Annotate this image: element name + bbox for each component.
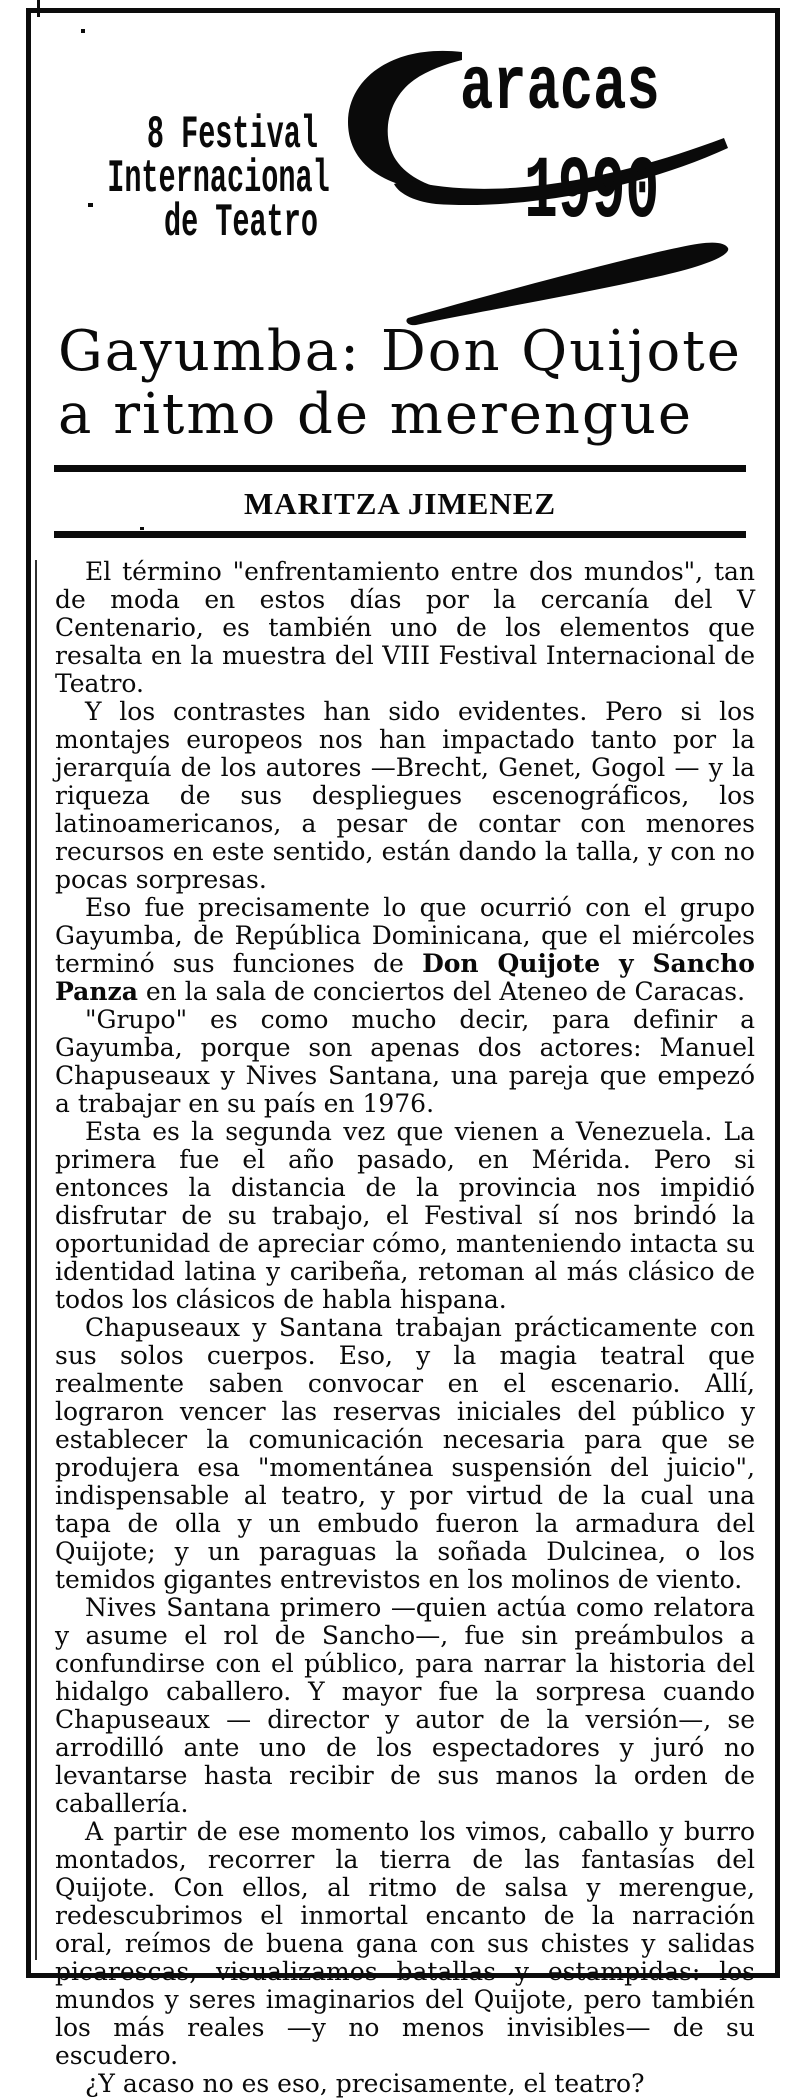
paragraph-text: A partir de ese momento los vimos, caballo y burro montados, recorrer la tierra de las fantasías del Quijote. Con ellos, al ritmo de salsa y merengue, redescubrimos el inmortal encanto de la narración oral, reímos de buena gana con sus chistes y salidas picarescas, visualizamos batallas y estampidas: los mundos y seres imaginarios del Quijote, pero también los más reales —y no menos invisibles— de su escudero. xyxy=(55,1817,755,2070)
brush-c-icon xyxy=(348,51,462,192)
article-paragraph xyxy=(55,1818,755,2070)
brush-underline-icon xyxy=(406,243,728,326)
festival-line-3: de Teatro xyxy=(163,197,318,249)
article-paragraph xyxy=(55,558,755,698)
byline-name: MARITZA JIMENEZ xyxy=(243,486,557,521)
scan-mark xyxy=(81,29,85,33)
paragraph-text: El término "enfrentamiento entre dos mundos", tan de moda en estos días por la cercanía del V Centenario, es también uno de los elementos que resalta en la muestra del VIII Festival Internacional de Teatro. xyxy=(55,557,755,698)
paragraph-text: ¿Y acaso no es eso, precisamente, el teatro? xyxy=(85,2069,645,2098)
paragraph-text: Esta es la segunda vez que vienen a Venezuela. La primera fue el año pasado, en Mérida. Pero si entonces la distancia de la provincia nos impidió disfrutar de su trabajo, el Festival sí nos brindó la oportunidad de apreciar cómo, manteniendo intacta su identidad latina y caribeña, retoman al más clásico de todos los clásicos de habla hispana. xyxy=(55,1117,755,1314)
paragraph-bold-text: Don Quijote y Sancho Panza xyxy=(55,949,755,1006)
scan-mark xyxy=(88,203,93,207)
article-paragraph xyxy=(55,1006,755,1118)
paragraph-text: en la sala de conciertos del Ateneo de Caracas. xyxy=(137,977,746,1006)
article-paragraph xyxy=(55,1594,755,1818)
article-title xyxy=(58,320,758,446)
scan-mark xyxy=(37,0,40,17)
festival-name-block xyxy=(107,109,330,249)
paragraph-text: Nives Santana primero —quien actúa como relatora y asume el rol de Sancho—, fue sin preámbulos a confundirse con el público, para narrar la historia del hidalgo caballero. Y mayor fue la sorpresa cuando Chapuseaux — director y autor de la versión—, se arrodilló ante uno de los espectadores y juró no levantarse hasta recibir de sus manos la orden de caballería. xyxy=(55,1593,755,1818)
festival-line-1: 8 Festival xyxy=(146,109,318,161)
article-body xyxy=(55,558,755,2098)
paragraph-text: Eso fue precisamente lo que ocurrió con el grupo Gayumba, de República Dominicana, que el miércoles terminó sus funciones de xyxy=(55,893,755,978)
scan-mark xyxy=(140,527,144,530)
article-paragraph xyxy=(55,2070,755,2098)
article-paragraph xyxy=(55,1118,755,1314)
article-paragraph xyxy=(55,1314,755,1594)
byline-rule-top xyxy=(54,465,746,472)
paragraph-text: Chapuseaux y Santana trabajan prácticamente con sus solos cuerpos. Eso, y la magia teatral que realmente saben convocar en el escenario. Allí, lograron vencer las reservas iniciales del público y establecer la comunicación necesaria para que se produjera esa "momentánea suspensión del juicio", indispensable al teatro, y por virtud de la cual una tapa de olla y un embudo fueron la armadura del Quijote; y un paraguas la soñada Dulcinea, o los temidos gigantes entrevistos en los molinos de viento. xyxy=(55,1313,755,1594)
article-paragraph xyxy=(55,698,755,894)
title-line-1: Gayumba: Don Quijote xyxy=(58,319,742,384)
paragraph-text: Y los contrastes han sido evidentes. Pero si los montajes europeos nos han impactado tanto por la jerarquía de los autores —Brecht, Genet, Gogol — y la riqueza de sus despliegues escenográficos, los latinoamericanos, a pesar de contar con menores recursos en este sentido, están dando la talla, y con no pocas sorpresas. xyxy=(55,697,755,894)
scan-mark xyxy=(35,560,37,1960)
paragraph-text: "Grupo" es como mucho decir, para definir a Gayumba, porque son apenas dos actores: Manuel Chapuseaux y Nives Santana, una pareja que empezó a trabajar en su país en 1976. xyxy=(55,1005,755,1118)
logo-city-text: aracas xyxy=(460,45,660,131)
festival-line-2: Internacional xyxy=(107,153,330,205)
article-paragraph xyxy=(55,894,755,1006)
logo-year-text: 1990 xyxy=(524,144,660,243)
title-line-2: a ritmo de merengue xyxy=(58,382,694,447)
byline-rule-bottom xyxy=(54,531,746,538)
